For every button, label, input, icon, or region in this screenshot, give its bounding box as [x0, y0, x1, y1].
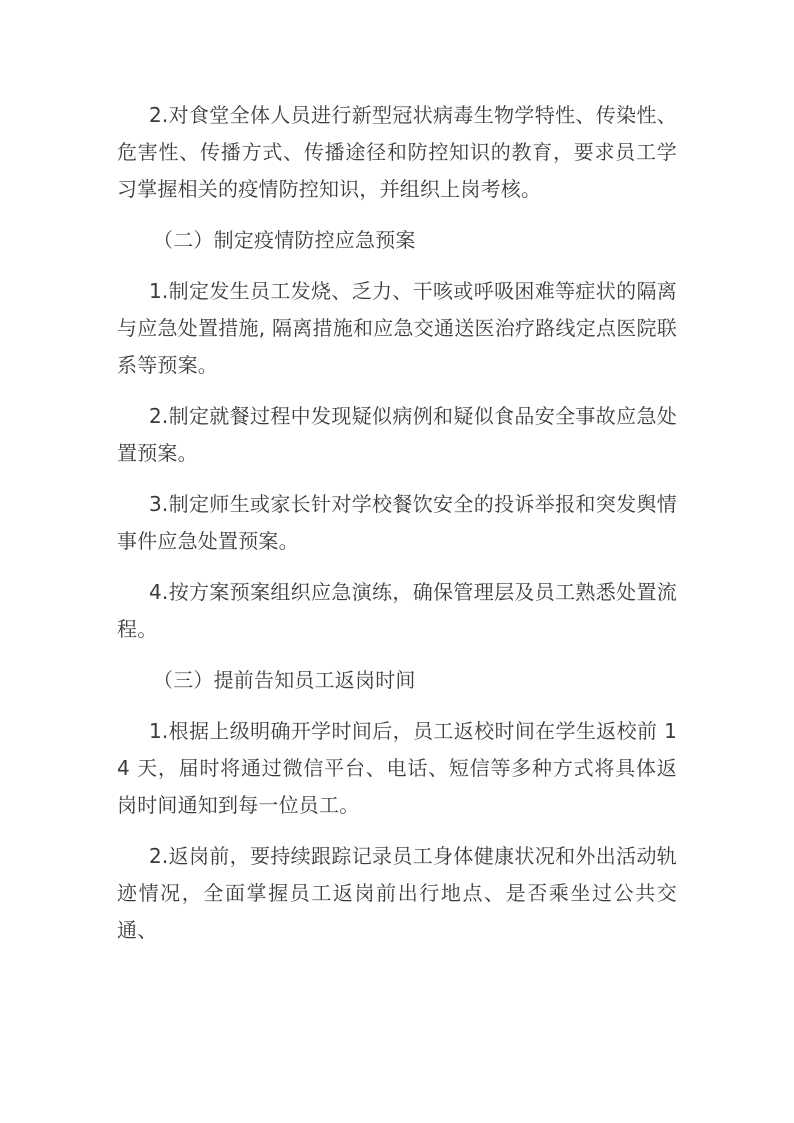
paragraph-health-tracking: 2.返岗前，要持续跟踪记录员工身体健康状况和外出活动轨迹情况，全面掌握员工返岗前出行地点、是否乘坐过公共交通、 [117, 844, 677, 942]
paragraph-return-time: 1.根据上级明确开学时间后，员工返校时间在学生返校前 14 天，届时将通过微信平台、电话、短信等多种方式将具体返岗时间通知到每一位员工。 [117, 719, 677, 817]
document-body [117, 97, 677, 963]
paragraph-complaint-plan: 3.制定师生或家长针对学校餐饮安全的投诉举报和突发舆情事件应急处置预案。 [117, 492, 677, 553]
paragraph-emergency-drill: 4.按方案预案组织应急演练，确保管理层及员工熟悉处置流程。 [117, 580, 677, 641]
section-heading-return-notice: （三）提前告知员工返岗时间 [153, 668, 416, 692]
section-heading-emergency-plan: （二）制定疫情防控应急预案 [153, 228, 416, 252]
paragraph-staff-training: 2.对食堂全体人员进行新型冠状病毒生物学特性、传染性、危害性、传播方式、传播途径和防控知识的教育，要求员工学习掌握相关的疫情防控知识，并组织上岗考核。 [117, 103, 677, 201]
paragraph-dining-incident-plan: 2.制定就餐过程中发现疑似病例和疑似食品安全事故应急处置预案。 [117, 404, 677, 465]
paragraph-isolation-plan: 1.制定发生员工发烧、乏力、干咳或呼吸困难等症状的隔离与应急处置措施, 隔离措施和应急交通送医治疗路线定点医院联系等预案。 [117, 279, 677, 377]
